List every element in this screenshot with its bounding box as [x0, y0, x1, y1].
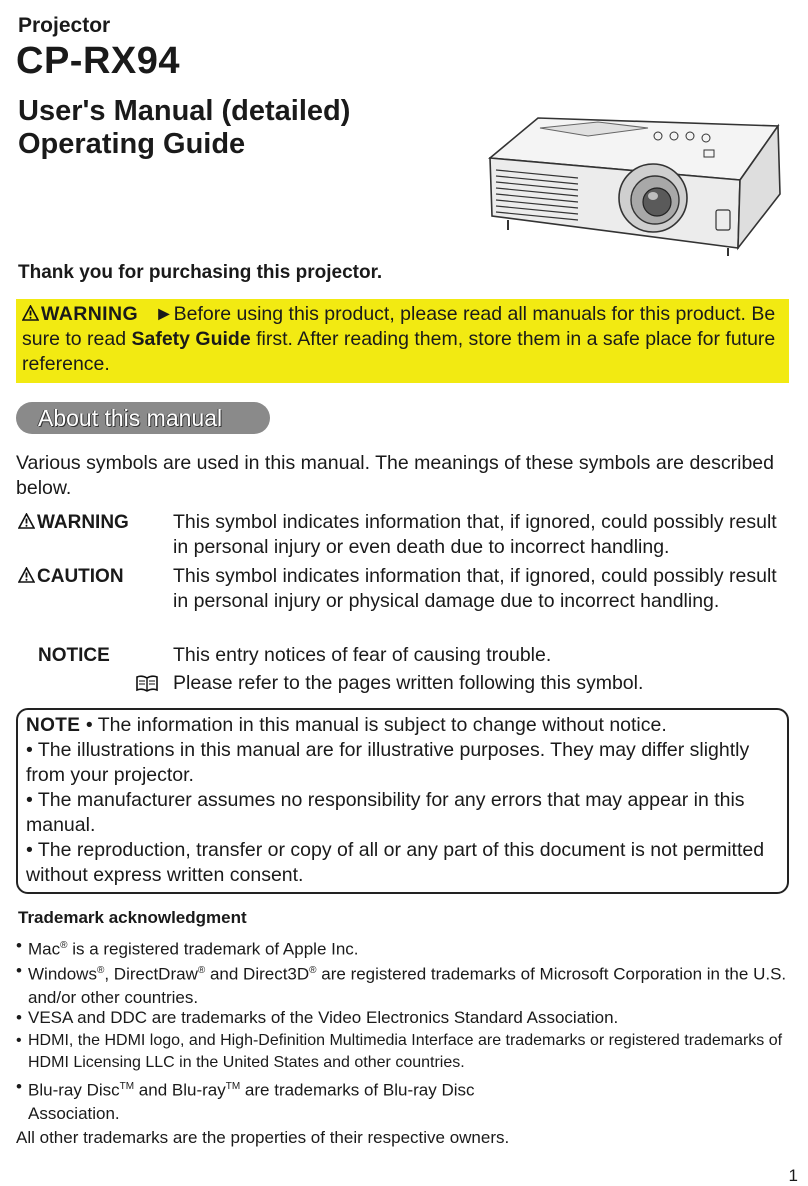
trademark-heading: Trademark acknowledgment	[18, 908, 247, 927]
symbol-desc-caution: This symbol indicates information that, if ignored, could possibly result in personal injury or physical damage due to incorrect handling.	[173, 565, 777, 612]
trademark-item-vesa: • VESA and DDC are trademarks of the Video Electronics Standard Association.	[16, 1008, 619, 1027]
warning-triangle-icon	[18, 513, 35, 529]
note-box	[16, 708, 789, 894]
note-label: NOTE	[26, 715, 81, 736]
warning-text-after: first. After reading them, store them in a safe place for future reference.	[22, 328, 776, 375]
page-number: 1	[788, 1166, 798, 1185]
trademark-item-windows: • Windows®, DirectDraw® and Direct3D® are registered trademarks of Microsoft Corporation in the U.S. and/or other countries.	[16, 961, 787, 1007]
trademark-footer: All other trademarks are the properties of their respective owners.	[16, 1128, 510, 1147]
symbol-desc-book: Please refer to the pages written following this symbol.	[173, 672, 644, 694]
symbol-row-warning	[16, 510, 791, 562]
document-kicker: Projector	[18, 14, 111, 37]
projector-illustration	[478, 98, 794, 256]
symbol-label-warning: WARNING	[18, 510, 129, 535]
symbol-row-notice	[16, 643, 791, 669]
note-item: • The illustrations in this manual are for illustrative purposes. They may differ slightly from your projector.	[26, 739, 750, 786]
trademark-item-hdmi: • HDMI, the HDMI logo, and High-Definition Multimedia Interface are trademarks or registered trademarks of HDMI Licensing LLC in the United States and other countries.	[16, 1032, 783, 1071]
warning-label: WARNING	[22, 303, 138, 325]
thanks-line: Thank you for purchasing this projector.	[18, 262, 383, 283]
warning-box	[16, 299, 789, 383]
trademark-item-bluray: • Blu-ray Disc™ and Blu-ray™ are trademarks of Blu-ray Disc Association.	[16, 1077, 475, 1123]
warning-triangle-icon	[22, 305, 39, 321]
symbol-label-notice: NOTICE	[38, 645, 110, 666]
arrow-marker: ►	[154, 303, 174, 325]
safety-guide-reference: Safety Guide	[131, 328, 251, 350]
symbol-row-caution	[16, 564, 791, 642]
document-subtitle: Operating Guide	[18, 128, 246, 160]
note-item: NOTE • The information in this manual is subject to change without notice.	[26, 714, 667, 736]
trademark-item-mac: • Mac® is a registered trademark of Apple Inc.	[16, 936, 359, 959]
symbol-desc-notice: This entry notices of fear of causing trouble.	[173, 644, 552, 666]
symbol-label-caution: CAUTION	[18, 564, 124, 589]
about-intro: Various symbols are used in this manual. The meanings of these symbols are described below.	[16, 452, 774, 499]
note-item: • The reproduction, transfer or copy of all or any part of this document is not permitted without express written consent.	[26, 839, 765, 886]
caution-triangle-icon	[18, 567, 35, 583]
book-icon	[136, 675, 158, 692]
symbol-row-book	[16, 671, 791, 697]
section-heading-about: About this manual	[16, 402, 270, 434]
model-number: CP-RX94	[16, 40, 180, 82]
note-item: • The manufacturer assumes no responsibility for any errors that may appear in this manual.	[26, 789, 745, 836]
document-title: User's Manual (detailed)	[18, 95, 351, 127]
symbol-desc-warning: This symbol indicates information that, if ignored, could possibly result in personal injury or even death due to incorrect handling.	[173, 511, 777, 558]
warning-text-before: Before using this product, please read all manuals for this product. Be sure to read	[22, 303, 776, 350]
